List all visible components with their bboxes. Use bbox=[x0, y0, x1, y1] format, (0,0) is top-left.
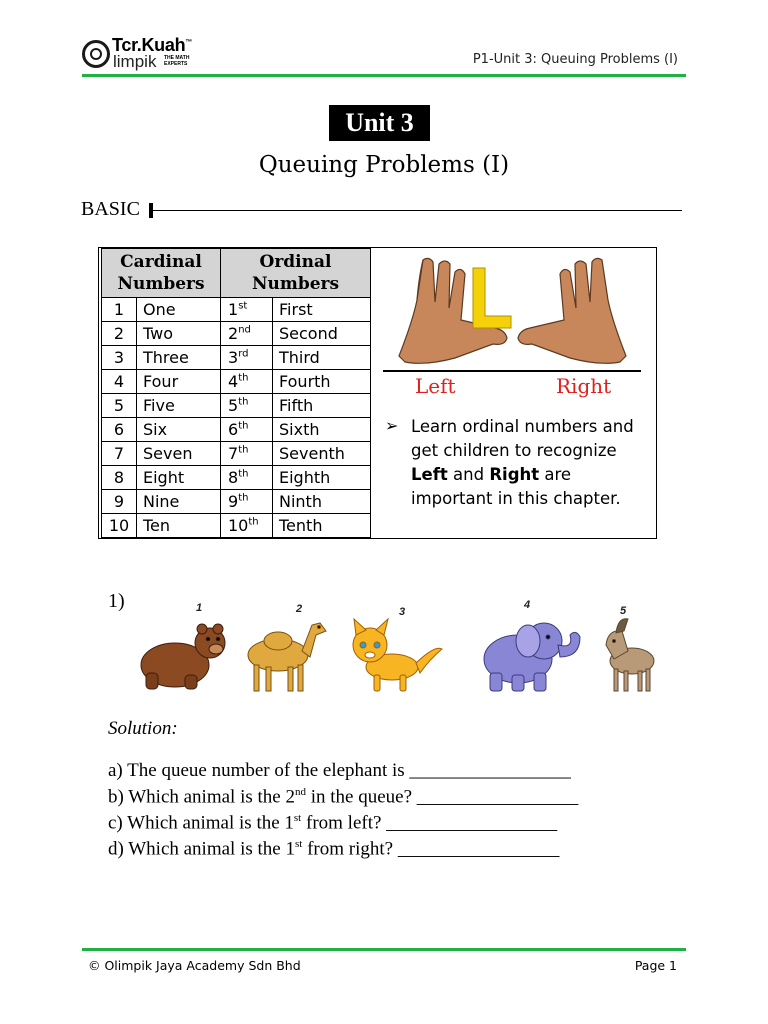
bear-icon bbox=[141, 624, 225, 689]
cardinal-word: Three bbox=[137, 346, 221, 370]
ordinal-number: 7th bbox=[221, 442, 273, 466]
animal-number-2: 2 bbox=[296, 603, 303, 615]
ordinal-number: 2nd bbox=[221, 322, 273, 346]
cardinal-number: 1 bbox=[102, 298, 137, 322]
tip-left-bold: Left bbox=[411, 465, 448, 484]
cardinal-number: 7 bbox=[102, 442, 137, 466]
cardinal-word: Eight bbox=[137, 466, 221, 490]
table-row bbox=[102, 490, 371, 514]
cardinal-number: 6 bbox=[102, 418, 137, 442]
ordinal-number: 9th bbox=[221, 490, 273, 514]
right-hand-icon bbox=[518, 258, 626, 363]
section-label: BASIC bbox=[81, 198, 140, 220]
unit-badge: Unit 3 bbox=[329, 105, 430, 141]
ordinal-word: Ninth bbox=[273, 490, 371, 514]
cardinal-number: 4 bbox=[102, 370, 137, 394]
left-label: Left bbox=[415, 374, 456, 398]
tip-part1: Learn ordinal numbers and get children to recognize bbox=[411, 417, 634, 460]
goat-icon bbox=[606, 619, 654, 691]
cardinal-number: 8 bbox=[102, 466, 137, 490]
table-row bbox=[102, 514, 371, 538]
ordinal-number: 1st bbox=[221, 298, 273, 322]
solution-label: Solution: bbox=[108, 718, 178, 739]
tip-text bbox=[411, 415, 651, 511]
table-header-row bbox=[102, 249, 371, 298]
cardinal-word: Seven bbox=[137, 442, 221, 466]
logo-sub: limpik bbox=[113, 52, 157, 71]
footer-copyright: © Olimpik Jaya Academy Sdn Bhd bbox=[88, 958, 301, 973]
cardinal-word: Nine bbox=[137, 490, 221, 514]
ordinal-number: 3rd bbox=[221, 346, 273, 370]
table-row bbox=[102, 298, 371, 322]
left-right-hands-illustration bbox=[385, 250, 640, 370]
table-row bbox=[102, 370, 371, 394]
cardinal-number: 3 bbox=[102, 346, 137, 370]
logo bbox=[82, 35, 222, 74]
cardinal-number: 5 bbox=[102, 394, 137, 418]
section-divider bbox=[153, 210, 682, 211]
cardinal-word: Ten bbox=[137, 514, 221, 538]
header-ordinal: Ordinal Numbers bbox=[221, 249, 371, 298]
ordinal-word: Tenth bbox=[273, 514, 371, 538]
ordinal-word: First bbox=[273, 298, 371, 322]
page-title: Queuing Problems (I) bbox=[258, 152, 510, 178]
elephant-icon bbox=[484, 623, 580, 691]
ordinal-number: 8th bbox=[221, 466, 273, 490]
ordinal-number: 10th bbox=[221, 514, 273, 538]
hands-divider bbox=[383, 370, 641, 372]
question-number: 1) bbox=[108, 590, 125, 612]
animal-number-1: 1 bbox=[196, 602, 203, 614]
left-hand-icon bbox=[399, 258, 507, 363]
cardinal-word: Six bbox=[137, 418, 221, 442]
ordinal-number: 6th bbox=[221, 418, 273, 442]
tip-right-bold: Right bbox=[489, 465, 540, 484]
table-row bbox=[102, 442, 371, 466]
table-row bbox=[102, 346, 371, 370]
header-title: P1-Unit 3: Queuing Problems (I) bbox=[472, 52, 678, 67]
ordinal-word: Third bbox=[273, 346, 371, 370]
camel-icon bbox=[248, 623, 326, 691]
table-row bbox=[102, 418, 371, 442]
footer-divider bbox=[82, 948, 686, 951]
cardinal-number: 10 bbox=[102, 514, 137, 538]
logo-brand: Tcr.Kuah™ bbox=[112, 35, 192, 55]
table-row bbox=[102, 322, 371, 346]
ordinal-word: Fifth bbox=[273, 394, 371, 418]
cardinal-word: One bbox=[137, 298, 221, 322]
numbers-table bbox=[101, 248, 371, 538]
tip-part2: are important in this chapter. bbox=[411, 465, 621, 508]
footer-page-number: Page 1 bbox=[634, 958, 677, 973]
logo-brain-icon bbox=[82, 40, 110, 68]
right-label: Right bbox=[556, 374, 612, 398]
ordinal-number: 5th bbox=[221, 394, 273, 418]
ordinal-word: Fourth bbox=[273, 370, 371, 394]
arrow-bullet-icon: ➢ bbox=[385, 418, 399, 435]
ordinal-word: Sixth bbox=[273, 418, 371, 442]
animal-number-3: 3 bbox=[399, 606, 406, 618]
logo-tagline: THE MATH EXPERTS bbox=[164, 55, 190, 67]
animal-queue-illustration bbox=[130, 595, 670, 705]
table-row bbox=[102, 466, 371, 490]
question-b: b) Which animal is the 2nd in the queue? _________________ bbox=[108, 786, 579, 808]
ordinal-number: 4th bbox=[221, 370, 273, 394]
cat-icon bbox=[353, 619, 442, 691]
cardinal-word: Five bbox=[137, 394, 221, 418]
question-c: c) Which animal is the 1st from left? __________________ bbox=[108, 812, 558, 834]
animal-number-4: 4 bbox=[524, 599, 531, 611]
question-d: d) Which animal is the 1st from right? _________________ bbox=[108, 838, 560, 860]
header-divider bbox=[82, 74, 686, 77]
animal-number-5: 5 bbox=[620, 605, 627, 617]
cardinal-number: 2 bbox=[102, 322, 137, 346]
ordinal-word: Second bbox=[273, 322, 371, 346]
tip-and: and bbox=[447, 465, 490, 484]
cardinal-word: Two bbox=[137, 322, 221, 346]
table-row bbox=[102, 394, 371, 418]
ordinal-word: Eighth bbox=[273, 466, 371, 490]
header-cardinal: Cardinal Numbers bbox=[102, 249, 221, 298]
ordinal-word: Seventh bbox=[273, 442, 371, 466]
cardinal-word: Four bbox=[137, 370, 221, 394]
cardinal-number: 9 bbox=[102, 490, 137, 514]
letter-l-icon bbox=[473, 268, 511, 328]
question-a: a) The queue number of the elephant is _________________ bbox=[108, 760, 571, 781]
